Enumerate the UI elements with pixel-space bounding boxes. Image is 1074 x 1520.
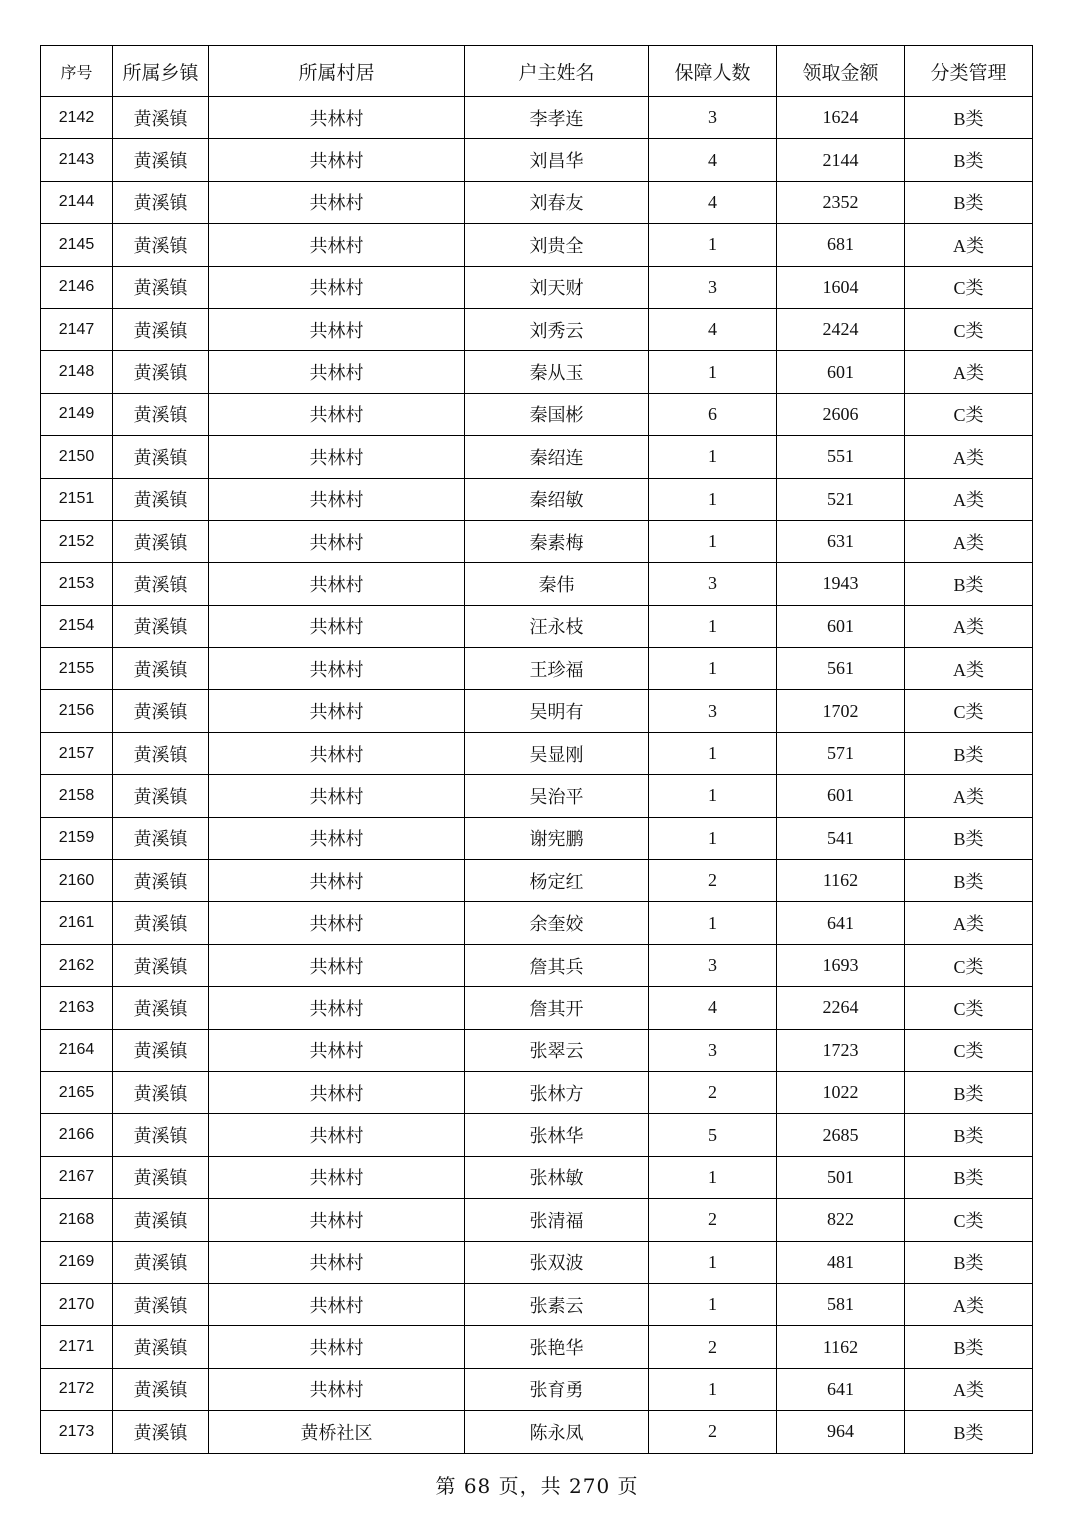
table-row [41,605,1033,647]
cell-category: B类 [905,817,1033,859]
cell-index: 2156 [41,690,113,732]
cell-village: 共林村 [209,97,465,139]
cell-category: A类 [905,224,1033,266]
cell-town: 黄溪镇 [113,987,209,1029]
cell-householder: 秦从玉 [465,351,649,393]
cell-index: 2150 [41,436,113,478]
cell-index: 2145 [41,224,113,266]
cell-index: 2155 [41,648,113,690]
cell-householder: 李孝连 [465,97,649,139]
cell-covered-persons: 1 [649,605,777,647]
cell-amount: 1162 [777,860,905,902]
cell-covered-persons: 2 [649,860,777,902]
cell-village: 共林村 [209,181,465,223]
cell-covered-persons: 1 [649,224,777,266]
cell-index: 2151 [41,478,113,520]
cell-village: 共林村 [209,478,465,520]
cell-index: 2170 [41,1283,113,1325]
cell-covered-persons: 4 [649,181,777,223]
cell-amount: 641 [777,1368,905,1410]
cell-village: 共林村 [209,732,465,774]
cell-town: 黄溪镇 [113,902,209,944]
cell-village: 共林村 [209,648,465,690]
cell-householder: 谢宪鹏 [465,817,649,859]
cell-category: B类 [905,1326,1033,1368]
cell-covered-persons: 5 [649,1114,777,1156]
cell-category: A类 [905,520,1033,562]
cell-town: 黄溪镇 [113,266,209,308]
table-row [41,181,1033,223]
cell-index: 2169 [41,1241,113,1283]
cell-category: A类 [905,351,1033,393]
cell-amount: 1702 [777,690,905,732]
cell-householder: 吴显刚 [465,732,649,774]
cell-category: C类 [905,944,1033,986]
cell-householder: 陈永凤 [465,1411,649,1453]
cell-householder: 汪永枝 [465,605,649,647]
cell-town: 黄溪镇 [113,860,209,902]
cell-town: 黄溪镇 [113,1114,209,1156]
cell-village: 共林村 [209,1283,465,1325]
cell-index: 2168 [41,1199,113,1241]
cell-village: 共林村 [209,944,465,986]
cell-covered-persons: 3 [649,266,777,308]
table-row [41,266,1033,308]
cell-village: 共林村 [209,266,465,308]
cell-category: B类 [905,181,1033,223]
cell-town: 黄溪镇 [113,1326,209,1368]
cell-index: 2158 [41,775,113,817]
cell-town: 黄溪镇 [113,648,209,690]
cell-category: C类 [905,690,1033,732]
cell-village: 共林村 [209,520,465,562]
cell-householder: 余奎姣 [465,902,649,944]
table-row [41,224,1033,266]
cell-amount: 601 [777,605,905,647]
cell-amount: 2264 [777,987,905,1029]
cell-amount: 2606 [777,393,905,435]
cell-index: 2152 [41,520,113,562]
cell-covered-persons: 1 [649,1283,777,1325]
cell-covered-persons: 2 [649,1326,777,1368]
cell-town: 黄溪镇 [113,393,209,435]
cell-village: 共林村 [209,1326,465,1368]
table-row [41,520,1033,562]
cell-householder: 张艳华 [465,1326,649,1368]
table-row [41,1029,1033,1071]
cell-householder: 杨定红 [465,860,649,902]
cell-covered-persons: 4 [649,987,777,1029]
cell-category: A类 [905,648,1033,690]
cell-amount: 964 [777,1411,905,1453]
table-row [41,902,1033,944]
cell-village: 共林村 [209,775,465,817]
cell-index: 2157 [41,732,113,774]
cell-category: A类 [905,478,1033,520]
cell-category: B类 [905,1114,1033,1156]
cell-index: 2162 [41,944,113,986]
cell-category: C类 [905,393,1033,435]
cell-amount: 822 [777,1199,905,1241]
cell-amount: 581 [777,1283,905,1325]
cell-village: 共林村 [209,690,465,732]
table-row [41,944,1033,986]
table-row [41,1283,1033,1325]
cell-village: 共林村 [209,436,465,478]
cell-index: 2172 [41,1368,113,1410]
cell-index: 2161 [41,902,113,944]
cell-amount: 561 [777,648,905,690]
cell-householder: 张育勇 [465,1368,649,1410]
header-householder: 户主姓名 [465,46,649,97]
cell-covered-persons: 2 [649,1199,777,1241]
cell-town: 黄溪镇 [113,520,209,562]
cell-category: B类 [905,860,1033,902]
cell-amount: 1162 [777,1326,905,1368]
table-row [41,436,1033,478]
table-row [41,393,1033,435]
cell-index: 2160 [41,860,113,902]
cell-householder: 刘春友 [465,181,649,223]
cell-householder: 刘天财 [465,266,649,308]
cell-amount: 571 [777,732,905,774]
table-body [41,97,1033,1454]
cell-covered-persons: 6 [649,393,777,435]
cell-householder: 吴治平 [465,775,649,817]
header-amount: 领取金额 [777,46,905,97]
cell-amount: 1693 [777,944,905,986]
cell-village: 共林村 [209,1199,465,1241]
cell-village: 共林村 [209,308,465,350]
table-row [41,1368,1033,1410]
cell-category: A类 [905,775,1033,817]
header-index: 序号 [41,46,113,97]
cell-householder: 秦绍敏 [465,478,649,520]
table-row [41,1114,1033,1156]
cell-amount: 601 [777,351,905,393]
cell-index: 2149 [41,393,113,435]
table-row [41,1199,1033,1241]
cell-index: 2146 [41,266,113,308]
cell-covered-persons: 1 [649,478,777,520]
cell-covered-persons: 4 [649,139,777,181]
cell-covered-persons: 3 [649,97,777,139]
cell-index: 2165 [41,1071,113,1113]
cell-householder: 张林敏 [465,1156,649,1198]
cell-amount: 631 [777,520,905,562]
cell-householder: 刘昌华 [465,139,649,181]
cell-householder: 张双波 [465,1241,649,1283]
header-category: 分类管理 [905,46,1033,97]
cell-village: 共林村 [209,139,465,181]
cell-town: 黄溪镇 [113,351,209,393]
cell-village: 共林村 [209,817,465,859]
table-row [41,478,1033,520]
cell-town: 黄溪镇 [113,1156,209,1198]
cell-householder: 张清福 [465,1199,649,1241]
cell-covered-persons: 1 [649,732,777,774]
cell-category: C类 [905,987,1033,1029]
cell-village: 共林村 [209,224,465,266]
table-row [41,860,1033,902]
cell-amount: 551 [777,436,905,478]
cell-covered-persons: 1 [649,520,777,562]
cell-category: A类 [905,1368,1033,1410]
cell-village: 共林村 [209,1029,465,1071]
cell-category: A类 [905,605,1033,647]
table-row [41,690,1033,732]
cell-town: 黄溪镇 [113,1029,209,1071]
cell-index: 2173 [41,1411,113,1453]
cell-category: B类 [905,1071,1033,1113]
cell-householder: 张林华 [465,1114,649,1156]
cell-householder: 张林方 [465,1071,649,1113]
cell-category: C类 [905,1199,1033,1241]
cell-householder: 张翠云 [465,1029,649,1071]
cell-amount: 1022 [777,1071,905,1113]
cell-householder: 詹其开 [465,987,649,1029]
cell-village: 共林村 [209,987,465,1029]
cell-covered-persons: 3 [649,690,777,732]
cell-category: A类 [905,436,1033,478]
cell-village: 共林村 [209,902,465,944]
cell-category: B类 [905,139,1033,181]
cell-householder: 秦国彬 [465,393,649,435]
cell-amount: 1723 [777,1029,905,1071]
header-covered-persons: 保障人数 [649,46,777,97]
cell-amount: 521 [777,478,905,520]
cell-amount: 2685 [777,1114,905,1156]
cell-town: 黄溪镇 [113,139,209,181]
cell-town: 黄溪镇 [113,775,209,817]
cell-category: B类 [905,732,1033,774]
cell-village: 共林村 [209,1241,465,1283]
cell-covered-persons: 1 [649,817,777,859]
cell-householder: 吴明有 [465,690,649,732]
cell-covered-persons: 4 [649,308,777,350]
cell-index: 2144 [41,181,113,223]
table-row [41,139,1033,181]
cell-town: 黄溪镇 [113,732,209,774]
table-row [41,648,1033,690]
cell-householder: 秦伟 [465,563,649,605]
cell-householder: 刘秀云 [465,308,649,350]
cell-index: 2148 [41,351,113,393]
cell-village: 共林村 [209,1156,465,1198]
cell-covered-persons: 1 [649,1368,777,1410]
cell-town: 黄溪镇 [113,563,209,605]
cell-village: 共林村 [209,1114,465,1156]
cell-covered-persons: 1 [649,1241,777,1283]
cell-index: 2153 [41,563,113,605]
cell-town: 黄溪镇 [113,1241,209,1283]
cell-village: 共林村 [209,351,465,393]
cell-village: 共林村 [209,563,465,605]
table-row [41,351,1033,393]
cell-amount: 1943 [777,563,905,605]
cell-amount: 681 [777,224,905,266]
table-row [41,732,1033,774]
cell-covered-persons: 1 [649,648,777,690]
cell-category: B类 [905,1241,1033,1283]
table-row [41,563,1033,605]
cell-covered-persons: 3 [649,563,777,605]
cell-householder: 詹其兵 [465,944,649,986]
cell-town: 黄溪镇 [113,944,209,986]
cell-town: 黄溪镇 [113,478,209,520]
cell-town: 黄溪镇 [113,308,209,350]
cell-amount: 641 [777,902,905,944]
cell-covered-persons: 1 [649,902,777,944]
cell-category: B类 [905,97,1033,139]
cell-amount: 1624 [777,97,905,139]
assistance-table [40,45,1033,1454]
cell-town: 黄溪镇 [113,1199,209,1241]
table-row [41,775,1033,817]
cell-index: 2171 [41,1326,113,1368]
cell-index: 2159 [41,817,113,859]
cell-index: 2167 [41,1156,113,1198]
cell-village: 共林村 [209,1368,465,1410]
table-row [41,1071,1033,1113]
cell-householder: 王珍福 [465,648,649,690]
cell-covered-persons: 1 [649,436,777,478]
cell-category: B类 [905,1156,1033,1198]
cell-covered-persons: 3 [649,1029,777,1071]
cell-covered-persons: 3 [649,944,777,986]
cell-householder: 秦绍连 [465,436,649,478]
cell-amount: 2424 [777,308,905,350]
cell-category: C类 [905,308,1033,350]
cell-town: 黄溪镇 [113,690,209,732]
table-row [41,1411,1033,1453]
cell-amount: 601 [777,775,905,817]
cell-category: A类 [905,902,1033,944]
cell-covered-persons: 2 [649,1411,777,1453]
cell-covered-persons: 2 [649,1071,777,1113]
cell-category: C类 [905,266,1033,308]
cell-householder: 刘贵全 [465,224,649,266]
cell-index: 2166 [41,1114,113,1156]
cell-covered-persons: 1 [649,775,777,817]
cell-amount: 501 [777,1156,905,1198]
cell-amount: 481 [777,1241,905,1283]
cell-index: 2154 [41,605,113,647]
cell-amount: 1604 [777,266,905,308]
table-row [41,97,1033,139]
cell-town: 黄溪镇 [113,817,209,859]
cell-amount: 541 [777,817,905,859]
cell-amount: 2352 [777,181,905,223]
header-town: 所属乡镇 [113,46,209,97]
table-row [41,817,1033,859]
cell-village: 共林村 [209,393,465,435]
table-row [41,987,1033,1029]
cell-village: 黄桥社区 [209,1411,465,1453]
header-village: 所属村居 [209,46,465,97]
cell-householder: 秦素梅 [465,520,649,562]
cell-town: 黄溪镇 [113,1368,209,1410]
cell-covered-persons: 1 [649,351,777,393]
table-row [41,308,1033,350]
cell-category: B类 [905,1411,1033,1453]
cell-householder: 张素云 [465,1283,649,1325]
cell-town: 黄溪镇 [113,181,209,223]
cell-amount: 2144 [777,139,905,181]
table-row [41,1156,1033,1198]
cell-index: 2143 [41,139,113,181]
header-row [41,46,1033,97]
cell-village: 共林村 [209,860,465,902]
cell-index: 2163 [41,987,113,1029]
cell-town: 黄溪镇 [113,1283,209,1325]
cell-town: 黄溪镇 [113,224,209,266]
cell-category: A类 [905,1283,1033,1325]
cell-town: 黄溪镇 [113,1071,209,1113]
cell-village: 共林村 [209,1071,465,1113]
cell-index: 2164 [41,1029,113,1071]
cell-category: C类 [905,1029,1033,1071]
cell-town: 黄溪镇 [113,1411,209,1453]
cell-town: 黄溪镇 [113,436,209,478]
cell-category: B类 [905,563,1033,605]
page-number: 第 68 页，共 270 页 [435,1474,639,1498]
table-row [41,1326,1033,1368]
cell-covered-persons: 1 [649,1156,777,1198]
cell-town: 黄溪镇 [113,605,209,647]
cell-index: 2147 [41,308,113,350]
table-row [41,1241,1033,1283]
cell-index: 2142 [41,97,113,139]
cell-town: 黄溪镇 [113,97,209,139]
cell-village: 共林村 [209,605,465,647]
